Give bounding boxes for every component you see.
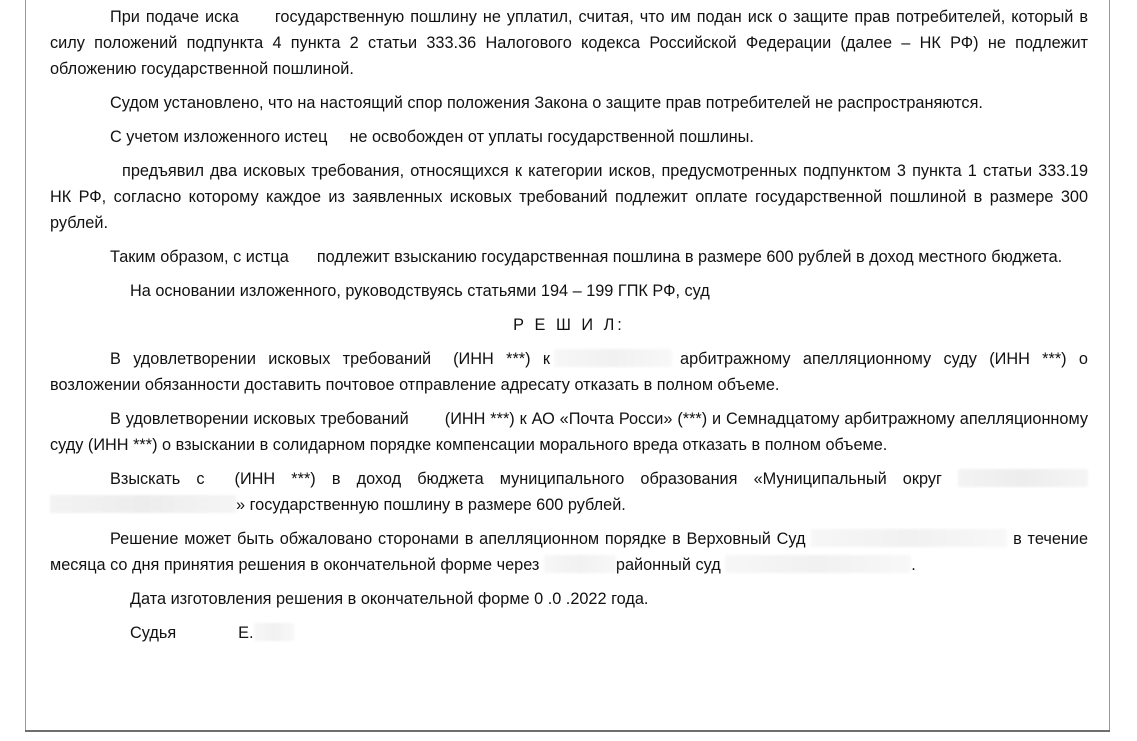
paragraph-two-claims [50, 158, 1088, 236]
paragraph-not-exempt-start: С учетом изложенного истец [110, 128, 328, 146]
paragraph-collect-fee-middle: (ИНН ***) в доход бюджета муниципального образования «Муниципальный округ [234, 470, 942, 488]
verdict-heading: Р Е Ш И Л: [513, 316, 625, 334]
paragraph-fee-not-paid-rest: государственную пошлину не уплатил, считая, что им подан иск о защите прав потребителей, который в силу положений подпункта 4 пункта 2 статьи 333.36 Налогового кодекса Российской Федерации (далее – НК РФ) не подлежит обложению государственной пошлиной. [50, 8, 1088, 78]
judge-label: Судья [130, 624, 177, 642]
paragraph-not-exempt-rest: не освобожден от уплаты государственной пошлины. [349, 128, 754, 146]
paragraph-claim-denied-delivery-start: В удовлетворении исковых требований [110, 350, 432, 368]
paragraph-claim-denied-delivery-inn: (ИНН ***) к [453, 350, 551, 368]
paragraph-fee-not-paid-start: При подаче иска [110, 8, 239, 26]
paragraph-two-claims-text: предъявил два исковых требования, относящихся к категории исков, предусмотренных подпунктом 3 пункта 1 статьи 333.19 НК РФ, согласно которому каждое из заявленных исковых требований подлежит оплате государственной пошлиной в размере 300 рублей. [50, 162, 1088, 232]
redacted-text [554, 349, 672, 367]
redacted-region [725, 555, 911, 573]
paragraph-fee-recovery-rest: подлежит взысканию государственная пошлина в размере 600 рублей в доход местного бюджета. [316, 248, 1063, 266]
redacted-district [544, 555, 616, 573]
redacted-judge-name [254, 623, 294, 641]
paragraph-decision-date: Дата изготовления решения в окончательной форме 0 .0 .2022 года. [130, 590, 649, 608]
paragraph-claim-denied-damages [50, 406, 1088, 458]
paragraph-legal-basis: На основании изложенного, руководствуясь статьями 194 – 199 ГПК РФ, суд [130, 282, 710, 300]
paragraph-not-exempt [50, 124, 1088, 150]
redacted-court-name [811, 529, 1007, 547]
paragraph-claim-denied-delivery [50, 346, 1088, 398]
paragraph-appeal-middle: в течение месяца со дня принятия решения в окончательной форме через [50, 530, 1089, 574]
paragraph-appeal-start: Решение может быть обжаловано сторонами в апелляционном порядке в Верховный Суд [110, 530, 806, 548]
judge-signature-line [50, 620, 1088, 646]
document-body [50, 4, 1088, 654]
paragraph-collect-fee-start: Взыскать с [110, 470, 205, 488]
paragraph-appeal-end: . [911, 556, 916, 574]
redacted-municipality [958, 469, 1088, 487]
paragraph-fee-recovery-start: Таким образом, с истца [110, 248, 289, 266]
redacted-municipality-cont [50, 495, 236, 513]
paragraph-appeal-court: районный суд [615, 556, 721, 574]
judge-initial: Е. [238, 624, 254, 642]
paragraph-claim-denied-delivery-rest: арбитражному апелляционному суду (ИНН ***) о возложении обязанности доставить почтовое отправление адресату отказать в полном объеме. [50, 350, 1088, 394]
paragraph-claim-denied-damages-start: В удовлетворении исковых требований [110, 410, 409, 428]
paragraph-fee-recovery [50, 244, 1088, 270]
page-bottom-border [25, 730, 1110, 732]
paragraph-collect-fee-rest: » государственную пошлину в размере 600 рублей. [236, 496, 626, 514]
paragraph-appeal [50, 526, 1088, 578]
paragraph-fee-not-paid [50, 4, 1088, 82]
paragraph-court-established: Судом установлено, что на настоящий спор положения Закона о защите прав потребителей не распространяются. [110, 94, 983, 112]
paragraph-collect-fee [50, 466, 1088, 518]
paragraph-claim-denied-damages-rest: (ИНН ***) к АО «Почта Росси» (***) и Семнадцатому арбитражному апелляционному суду (ИНН ***) о взыскании в солидарном порядке компенсации морального вреда отказать в полном объеме. [50, 410, 1088, 454]
